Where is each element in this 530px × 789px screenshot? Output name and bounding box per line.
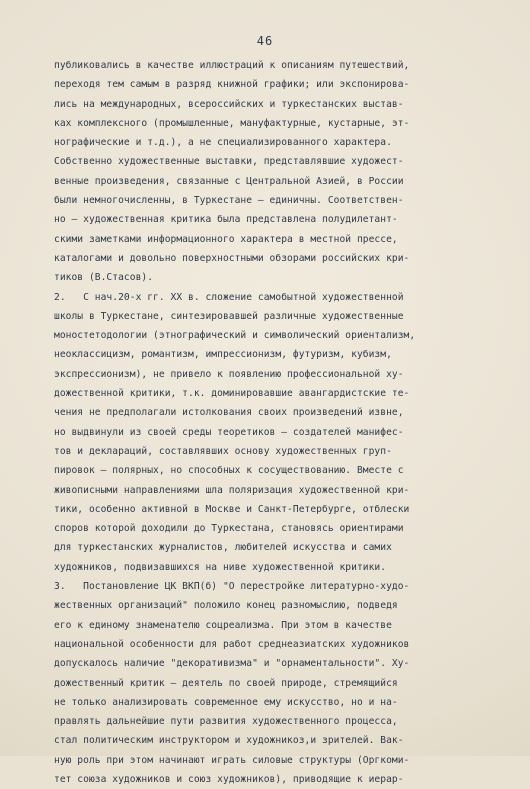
text-line: художников, подвизавшихся на ниве художественной критики. [54,561,387,573]
text-line: лись на международных, всероссийских и туркестанских выстав- [54,98,404,110]
text-line: венные произведения, связанные с Центральной Азией, в России [54,175,404,187]
text-line: тики, особенно активной в Москве и Санкт-Петербурге, отблески [54,503,410,515]
text-line: национальной особенности для работ среднеазиатских художников [54,638,410,650]
text-line: чения не предполагали истолкования своих произведений извне, [54,407,404,419]
text-line: его к единому знаменателю соцреализма. При этом в качестве [54,619,392,631]
text-line: школы в Туркестане, синтезировавшей различные художественные [54,310,404,322]
text-line: допускалось наличие "декоративизма" и "орнаментальности". Ху- [54,658,410,670]
text-line: скими заметками информационного характера в местной прессе, [54,233,398,245]
text-line: были немногочисленны, в Туркестане – единичны. Соответствен- [54,195,404,207]
text-line: споров которой доходили до Туркестана, становясь ориентирами [54,523,404,535]
text-line: пировок – полярных, но способных к сосуществованию. Вместе с [54,465,404,477]
text-line: каталогами и довольно поверхностными обзорами российских кри- [54,252,410,264]
text-line: экспрессионизм), не привело к появлению профессиональной ху- [54,368,404,380]
text-line: 2. С нач.20-х гг. ХХ в. сложение самобытной художественной [54,291,404,303]
text-line: неоклассицизм, романтизм, импрессионизм, футуризм, кубизм, [54,349,392,361]
text-line: дожественный критик – деятель по своей природе, стремящийся [54,677,398,689]
text-line: ную роль при этом начинают играть силовые структуры (Оргкоми- [54,754,410,766]
text-line: Собственно художественные выставки, представлявшие художест- [54,156,404,168]
text-line: публиковались в качестве иллюстраций к описаниям путешествий, [54,60,410,71]
text-line: не только анализировать современное ему искусство, но и на- [54,696,398,708]
page-number: 46 [256,34,274,48]
text-line: 3. Постановление ЦК ВКП(б) "О перестройке литературно-худо- [54,581,410,593]
text-line: моностетодологии (этнографический и символический ориентализм, [54,330,416,342]
text-line: нографические и т.д.), а не специализированного характера. [54,137,392,149]
body-text [54,56,506,789]
text-line: стал политическим инструктором и художникоз,и зрителей. Вак- [54,735,404,747]
text-line: дожественной критики, т.к. доминировавшие авангардистские те- [54,388,410,400]
text-line: переходя тем самым в разряд книжной графики; или экспонирова- [54,79,410,91]
text-line: но – художественная критика была представлена полудилетант- [54,214,398,226]
text-line: тов и деклараций, составлявших основу художественных груп- [54,445,392,457]
text-line: правлять дальнейшие пути развития художественного процесса, [54,716,398,728]
text-line: тет союза художников и союз художников), приводящие к иерар- [54,773,404,785]
text-line: для туркестанских журналистов, любителей искусства и самих [54,542,392,554]
text-line: жественных организаций" положило конец разномыслию, подведя [54,600,398,612]
text-line: ках комплексного (промышленные, мануфактурные, кустарные, эт- [54,117,410,129]
text-line: но выдвинули из своей среды теоретиков – создателей манифес- [54,426,404,438]
text-line: тиков (В.Стасов). [54,272,154,284]
text-line: живописными направлениями шла поляризация художественной кри- [54,484,410,496]
